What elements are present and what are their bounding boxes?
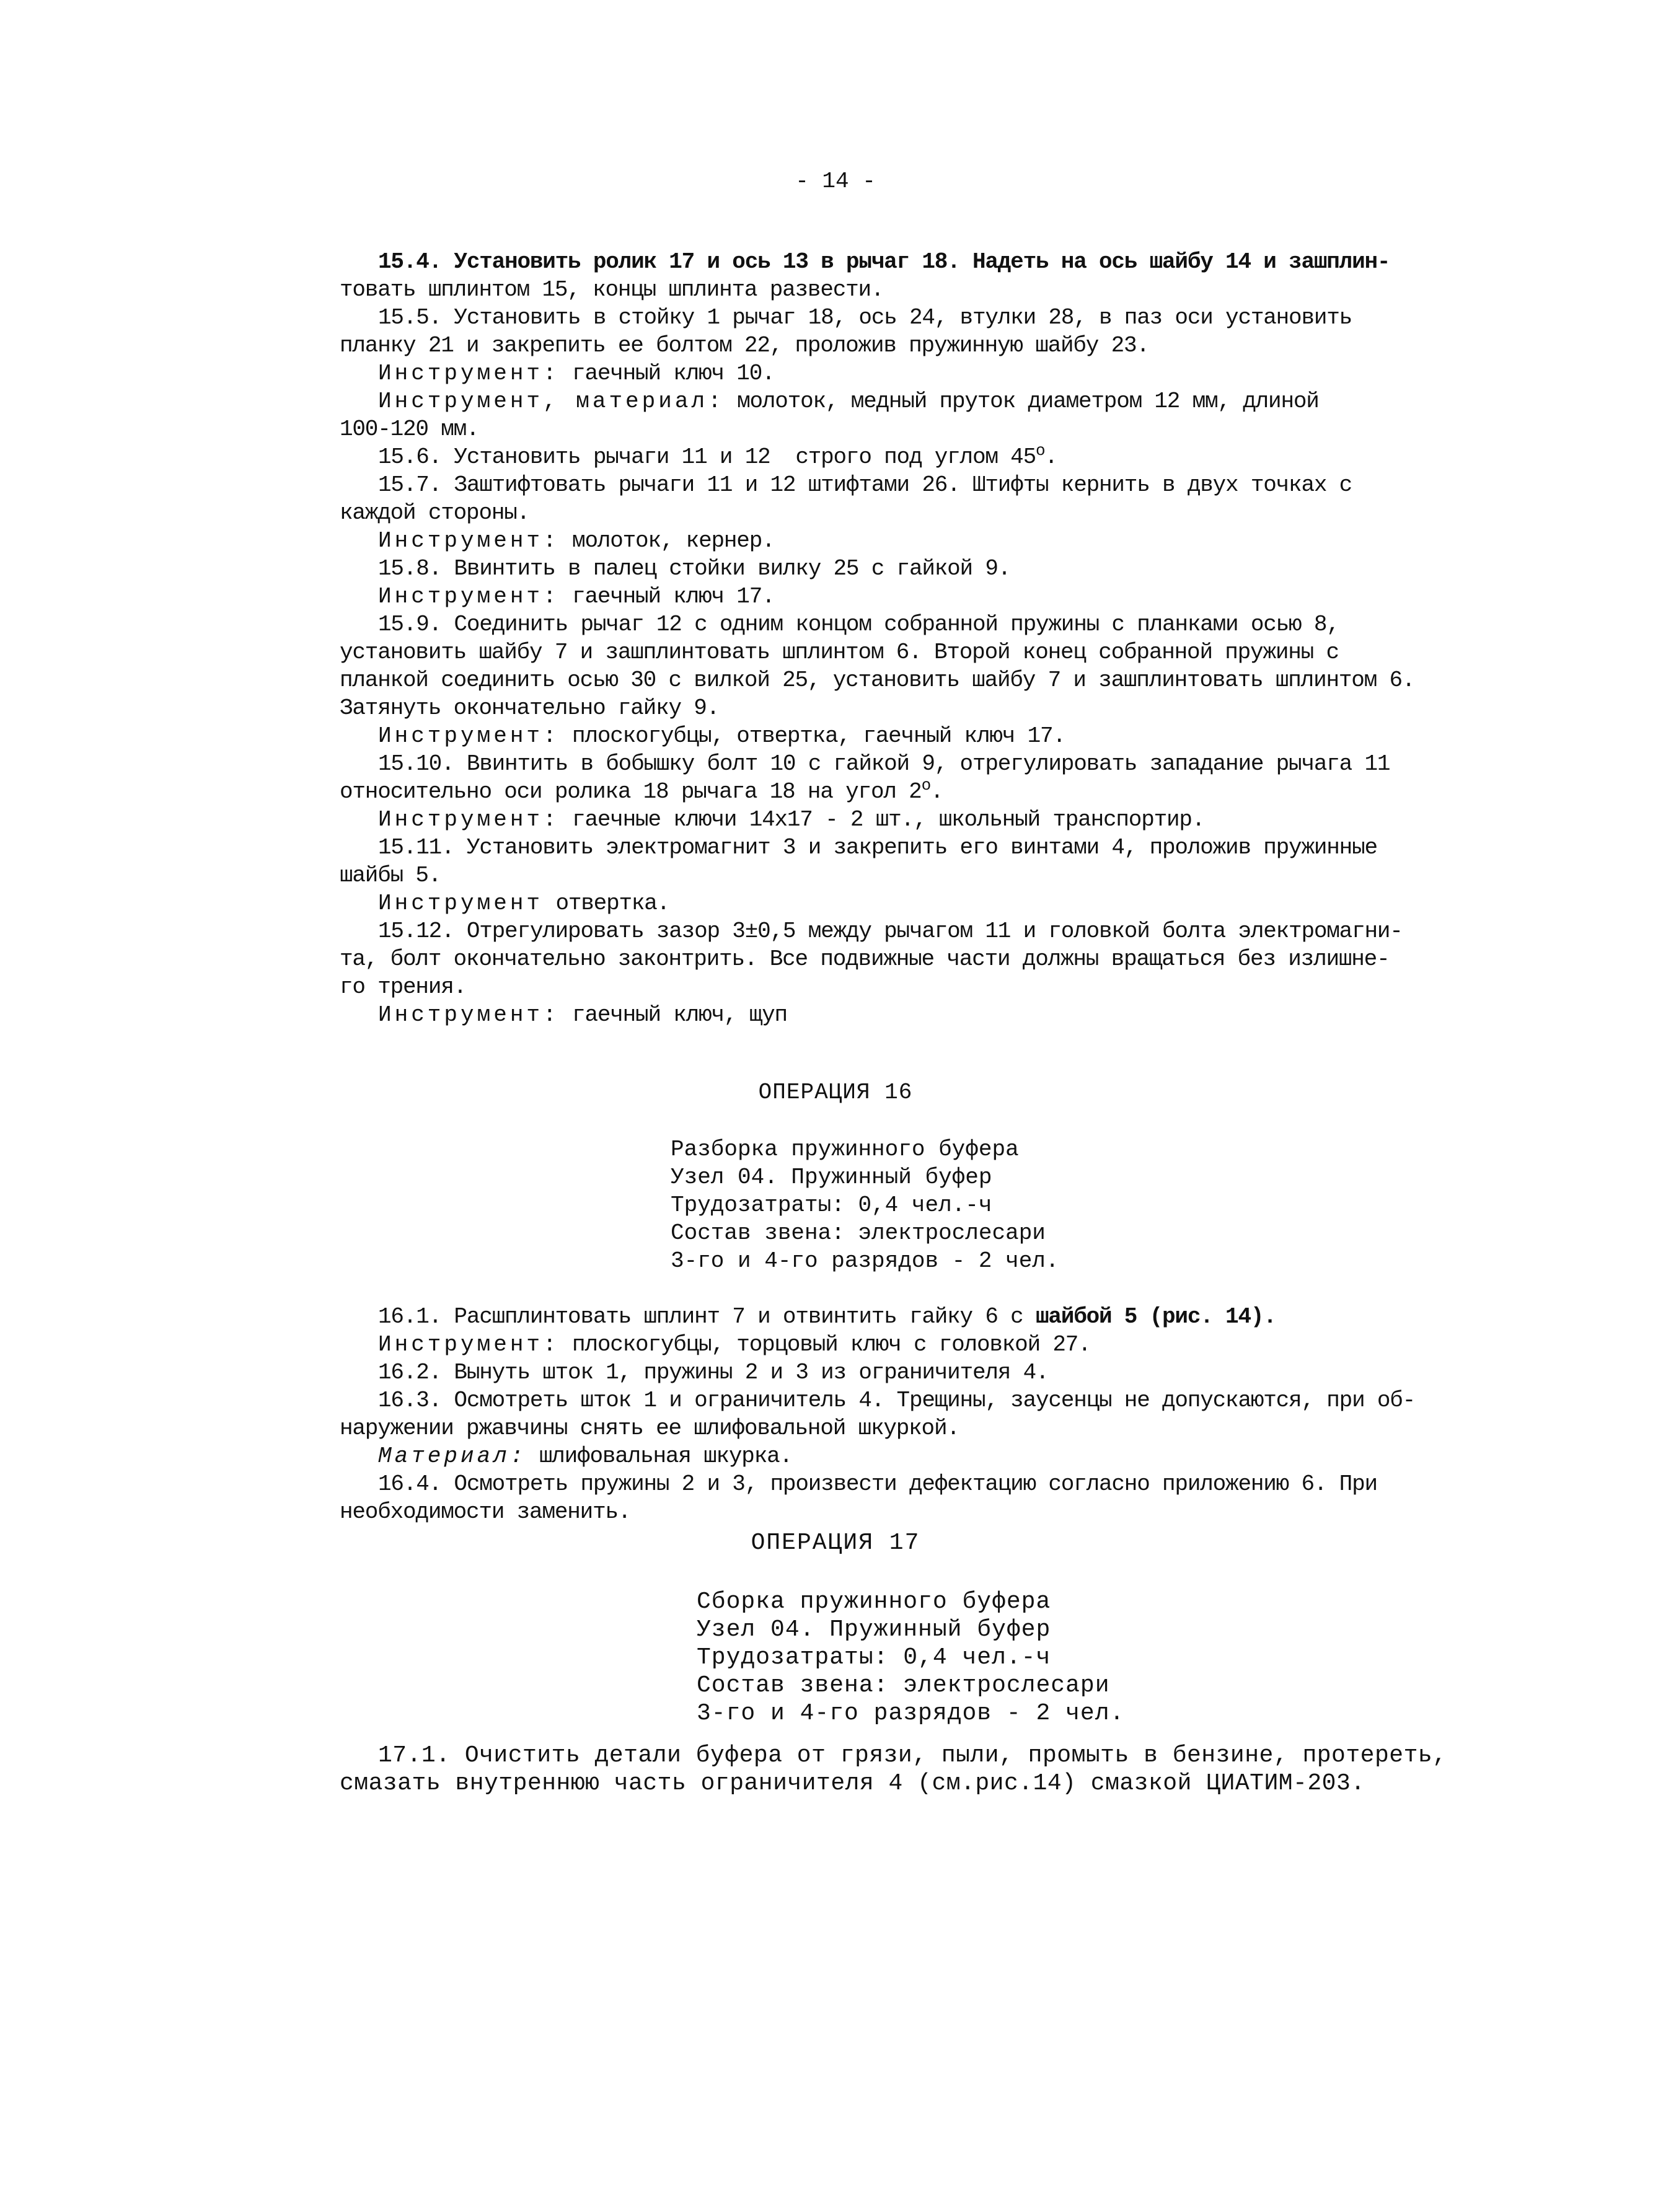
tool-label: Инструмент: xyxy=(378,1332,560,1357)
tool-text: плоскогубцы, торцовый ключ с головкой 27. xyxy=(559,1332,1091,1357)
para-15-10-end: . xyxy=(930,779,943,804)
tool-line-4 xyxy=(340,583,1455,610)
tool-text: гаечный ключ, щуп xyxy=(559,1002,787,1028)
para-16-1-text: 16.1. Расшплинтовать шплинт 7 и отвинтить гайку 6 с xyxy=(378,1304,1036,1329)
tool-line-2 xyxy=(340,387,1455,415)
para-15-11-line-2: шайбы 5. xyxy=(340,863,441,888)
degree-mark: o xyxy=(1035,441,1045,460)
op17-info-line: Узел 04. Пружинный буфер xyxy=(697,1616,1051,1643)
tool-line-7 xyxy=(340,889,1455,917)
para-15-7-line-2: каждой стороны. xyxy=(340,500,530,526)
para-16-3-line-2: наружении ржавчины снять ее шлифовальной шкуркой. xyxy=(340,1416,959,1441)
material-line xyxy=(340,1442,1455,1470)
tool-label: Инструмент: xyxy=(378,528,560,553)
para-15-5-line-1: 15.5. Установить в стойку 1 рычаг 18, ось 24, втулки 28, в паз оси установить xyxy=(378,305,1352,330)
material-label: Материал: xyxy=(378,1443,527,1469)
para-16-3-line-1: 16.3. Осмотреть шток 1 и ограничитель 4. Трещины, заусенцы не допускаются, при об- xyxy=(378,1388,1416,1413)
op16-info-line: Разборка пружинного буфера xyxy=(671,1137,1019,1162)
op17-info-line: Трудозатраты: 0,4 чел.-ч xyxy=(697,1644,1051,1671)
operation-17-title: ОПЕРАЦИЯ 17 xyxy=(751,1530,920,1556)
section-16 xyxy=(340,1303,1455,1526)
tool-label: Инструмент: xyxy=(378,584,560,609)
para-15-9-line-3: планкой соединить осью 30 с вилкой 25, установить шайбу 7 и зашплинтовать шплинтом 6. xyxy=(340,668,1415,693)
para-15-12-line-2: та, болт окончательно законтрить. Все подвижные части должны вращаться без излишне- xyxy=(340,946,1390,972)
para-15-12-line-1: 15.12. Отрегулировать зазор 3±0,5 между рычагом 11 и головкой болта электромагни- xyxy=(378,919,1403,944)
operation-17-info xyxy=(697,1588,1124,1727)
para-16-1-bold: шайбой 5 (рис. 14). xyxy=(1035,1304,1276,1329)
para-16-4-line-2: необходимости заменить. xyxy=(340,1499,631,1525)
operation-16-title: ОПЕРАЦИЯ 16 xyxy=(758,1080,913,1105)
para-15-6 xyxy=(340,443,1455,471)
para-15-7-line-1: 15.7. Заштифтовать рычаги 11 и 12 штифтами 26. Штифты кернить в двух точках с xyxy=(378,472,1352,498)
op17-info-line: 3-го и 4-го разрядов - 2 чел. xyxy=(697,1700,1125,1727)
tool-text: гаечные ключи 14х17 - 2 шт., школьный транспортир. xyxy=(559,807,1205,832)
para-15-9-line-4: Затянуть окончательно гайку 9. xyxy=(340,695,720,721)
tool-line-2-cont: 100-120 мм. xyxy=(340,416,479,442)
op16-info-line: Узел 04. Пружинный буфер xyxy=(671,1165,992,1190)
op17-info-line: Сборка пружинного буфера xyxy=(697,1588,1051,1615)
tool-label: Инструмент, материал: xyxy=(378,389,725,414)
op17-info-line: Состав звена: электрослесари xyxy=(697,1672,1110,1699)
tool-text: гаечный ключ 10. xyxy=(559,361,775,386)
tool-line-6 xyxy=(340,806,1455,834)
para-15-4-line-2: товать шплинтом 15, концы шплинта развести. xyxy=(340,277,884,302)
operation-16-info xyxy=(671,1135,1059,1275)
para-15-11-line-1: 15.11. Установить электромагнит 3 и закрепить его винтами 4, проложив пружинные xyxy=(378,835,1377,860)
para-15-10-line-1: 15.10. Ввинтить в бобышку болт 10 с гайкой 9, отрегулировать западание рычага 11 xyxy=(378,751,1390,777)
material-text: шлифовальная шкурка. xyxy=(526,1443,792,1469)
op16-info-line: Состав звена: электрослесари xyxy=(671,1220,1046,1246)
para-15-9-line-1: 15.9. Соединить рычаг 12 с одним концом собранной пружины с планками осью 8, xyxy=(378,612,1339,637)
para-17-1-line-1: 17.1. Очистить детали буфера от грязи, пыли, промыть в бензине, протереть, xyxy=(378,1742,1447,1769)
tool-label: Инструмент: xyxy=(378,361,560,386)
degree-mark: o xyxy=(921,776,930,795)
section-17 xyxy=(340,1742,1455,1797)
para-15-10-text: относительно оси ролика 18 рычага 18 на угол 2 xyxy=(340,779,922,804)
para-16-2: 16.2. Вынуть шток 1, пружины 2 и 3 из ограничителя 4. xyxy=(378,1360,1049,1385)
para-15-9-line-2: установить шайбу 7 и зашплинтовать шплинтом 6. Второй конец собранной пружины с xyxy=(340,640,1339,665)
tool-text: отвертка. xyxy=(543,891,670,916)
para-15-4-line-1: 15.4. Установить ролик 17 и ось 13 в рычаг 18. Надеть на ось шайбу 14 и зашплин- xyxy=(378,249,1390,275)
section-15 xyxy=(340,248,1455,1029)
tool-line-5 xyxy=(340,722,1455,750)
para-15-12-line-3: го трения. xyxy=(340,974,467,1000)
tool-line-3 xyxy=(340,527,1455,555)
para-15-8: 15.8. Ввинтить в палец стойки вилку 25 с гайкой 9. xyxy=(378,556,1011,581)
para-16-4-line-1: 16.4. Осмотреть пружины 2 и 3, произвести дефектацию согласно приложению 6. При xyxy=(378,1471,1377,1497)
para-15-10-line-2 xyxy=(340,778,1455,806)
para-15-6-text: 15.6. Установить рычаги 11 и 12 строго под углом 45 xyxy=(378,444,1036,470)
para-17-1-line-2: смазать внутреннюю часть ограничителя 4 (см.рис.14) смазкой ЦИАТИМ-203. xyxy=(340,1770,1365,1797)
para-15-5-line-2: планку 21 и закрепить ее болтом 22, проложив пружинную шайбу 23. xyxy=(340,333,1149,358)
tool-text: гаечный ключ 17. xyxy=(559,584,775,609)
tool-text: молоток, кернер. xyxy=(559,528,775,553)
para-15-6-end: . xyxy=(1044,444,1057,470)
tool-text: молоток, медный пруток диаметром 12 мм, длиной xyxy=(724,389,1319,414)
tool-label: Инструмент: xyxy=(378,1002,560,1028)
op16-info-line: 3-го и 4-го разрядов - 2 чел. xyxy=(671,1248,1059,1274)
op16-info-line: Трудозатраты: 0,4 чел.-ч xyxy=(671,1192,992,1218)
tool-label: Инструмент xyxy=(378,891,544,916)
tool-line-1 xyxy=(340,359,1455,387)
tool-text: плоскогубцы, отвертка, гаечный ключ 17. xyxy=(559,723,1065,749)
page-number: - 14 - xyxy=(795,169,876,194)
tool-label: Инструмент: xyxy=(378,723,560,749)
tool-label: Инструмент: xyxy=(378,807,560,832)
tool-line-8 xyxy=(340,1001,1455,1029)
tool-line xyxy=(340,1331,1455,1359)
para-16-1 xyxy=(340,1303,1455,1331)
